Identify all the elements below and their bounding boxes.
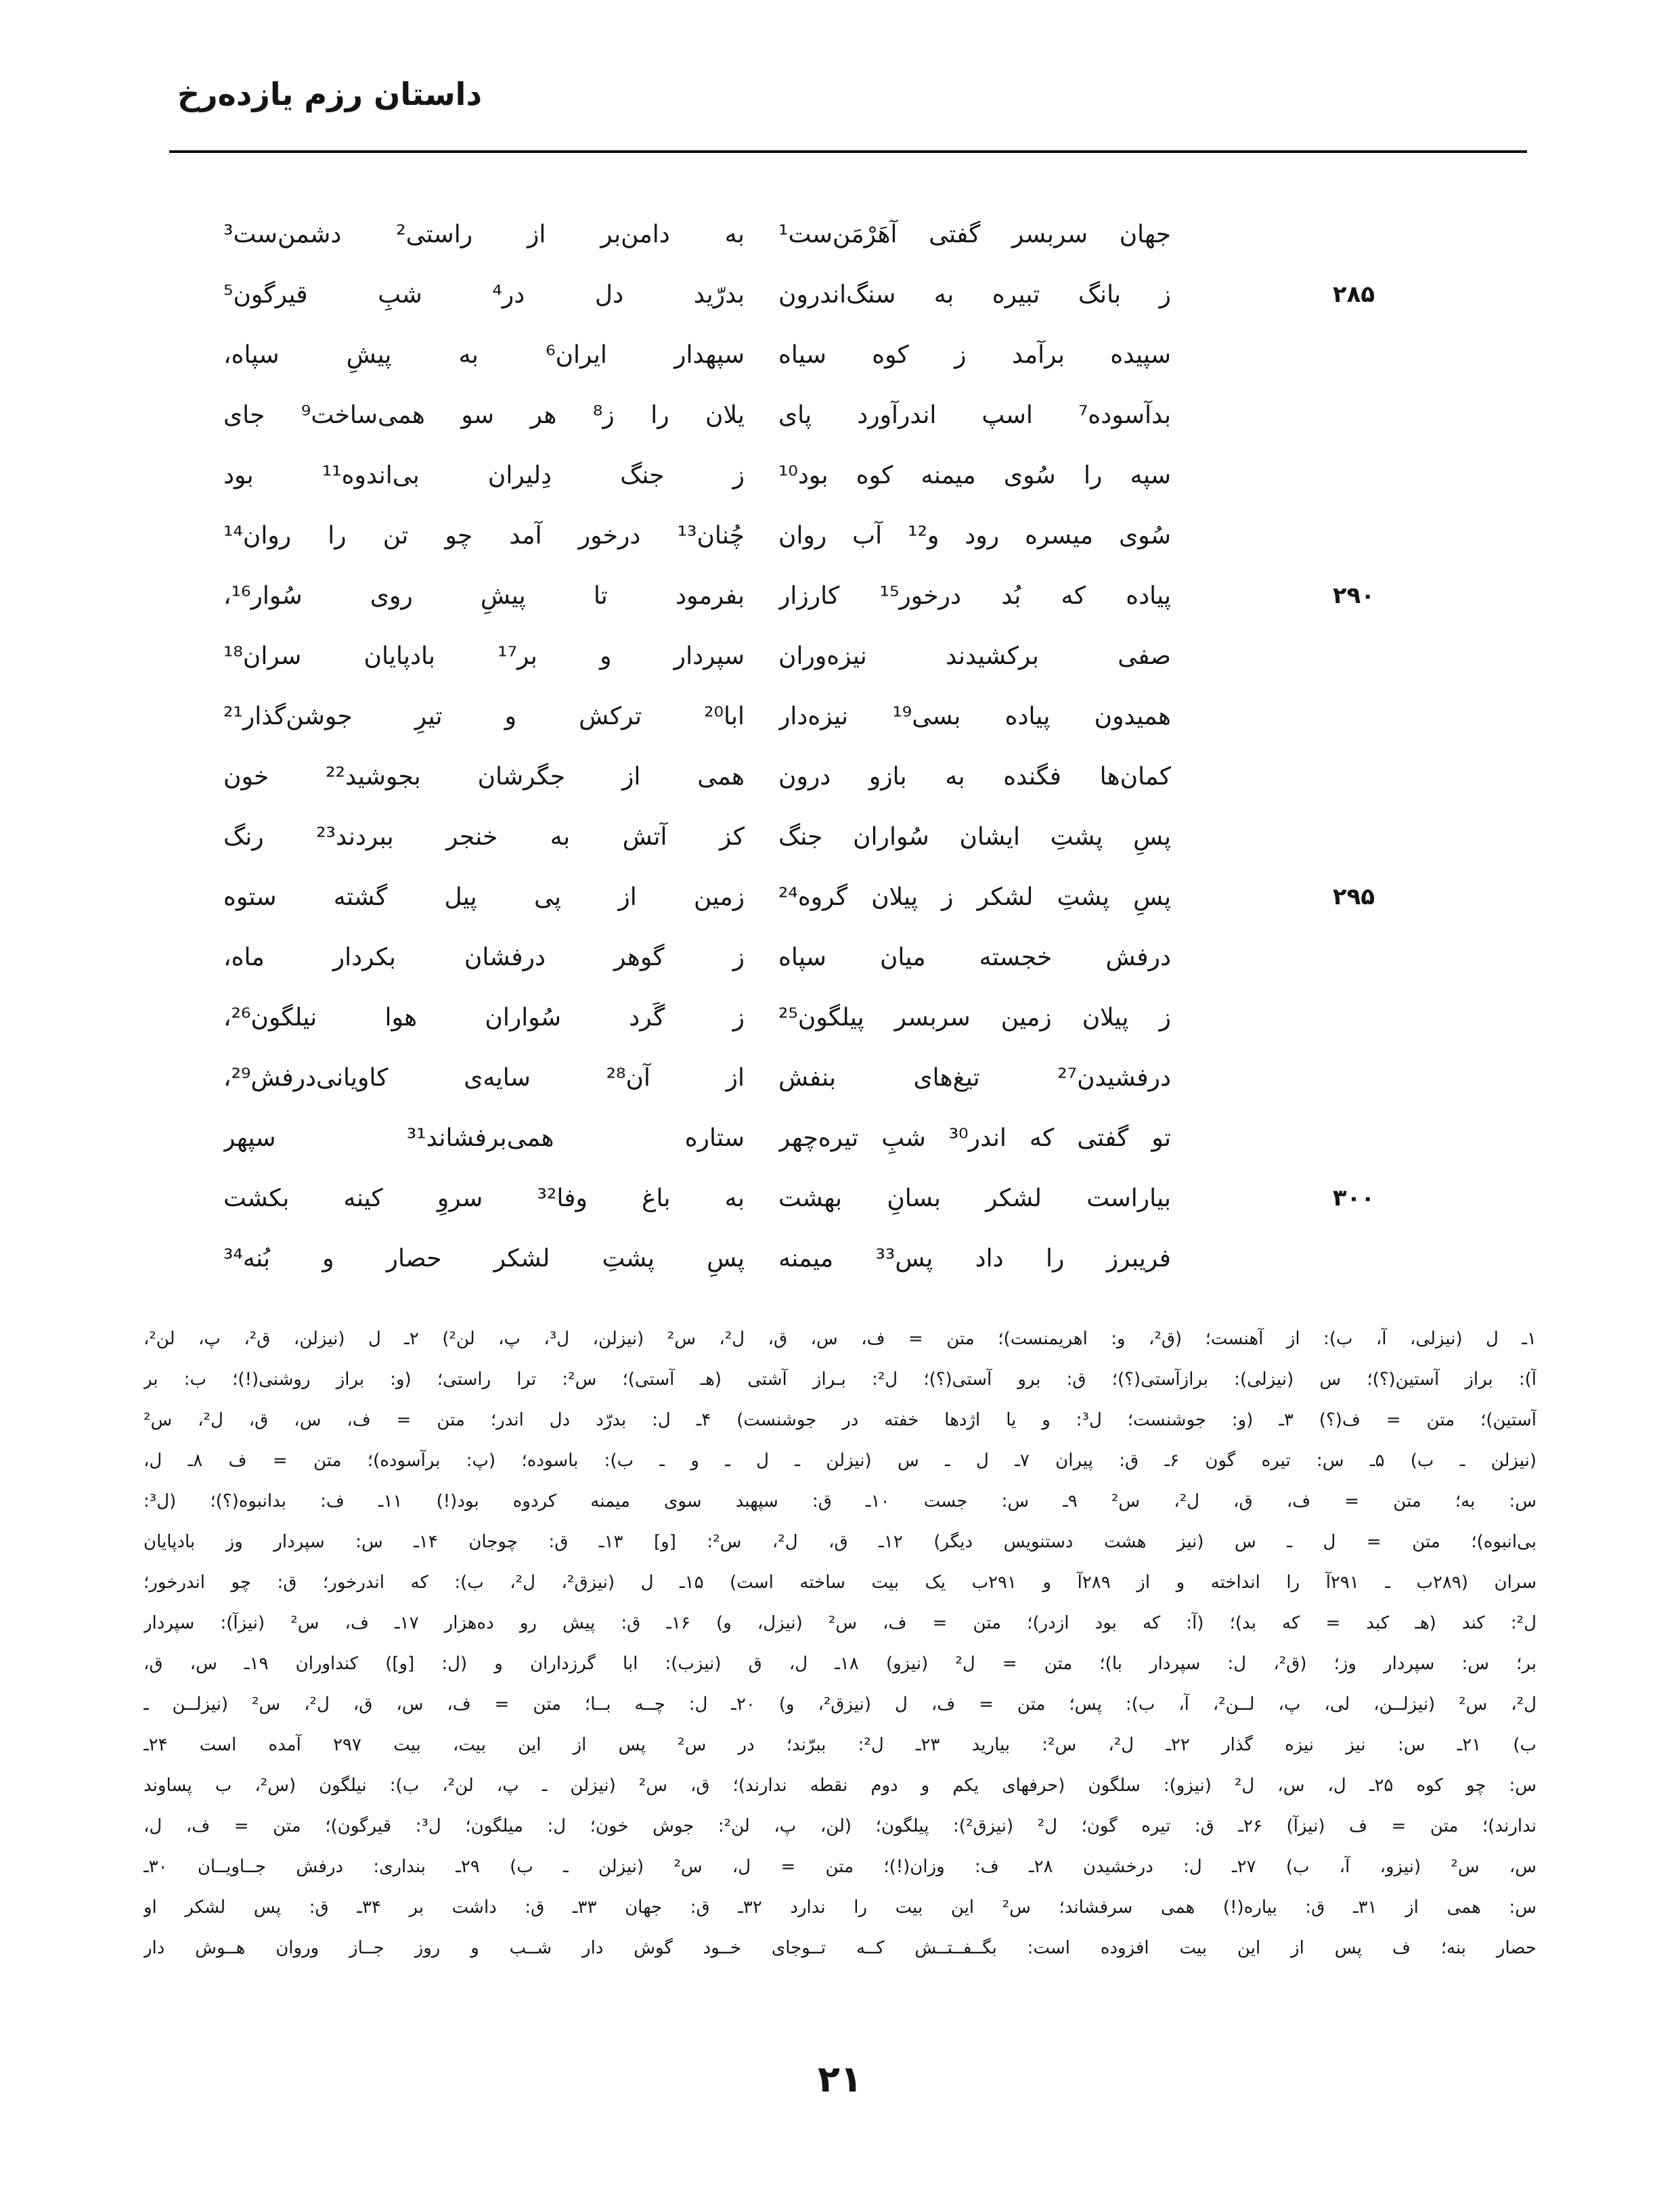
hemistich-right: سپه را سُوی میمنه کوه بود¹⁰ <box>778 462 1171 489</box>
hemistich-left: ز جنگ دِلیران بی‌اندوه¹¹ بود <box>223 462 745 489</box>
verse-row <box>223 686 1537 747</box>
page-number: ۲۱ <box>818 2058 862 2100</box>
hemistich-right: پسِ پشتِ ایشان سُواران جنگ <box>778 823 1171 851</box>
footnote-line: ل²، س² (نیزلــن، لی، پ، لــن²، آ، ب): پس؛ متن = ف، ل (نیزق²، و) ۲۰ـ ل: چــه بــا؛ متن = ف، س، ق، ل²، س² (نیزلــن ـ <box>143 1694 1537 1715</box>
verse-row <box>223 1168 1537 1229</box>
verse-row <box>223 445 1537 506</box>
footnote-line: ۱ـ ل (نیزلی، آ، ب): از آهنست؛ (ق²، و: اهریمنست)؛ متن = ف، س، ق، ل²، س² (نیزلن، ل³، پ، لن²) ۲ـ ل (نیزلن، ق²، پ، لن²، <box>143 1329 1537 1349</box>
header-divider <box>169 150 1527 153</box>
column-gap <box>745 867 778 927</box>
footnote-line: آ): براز آستین(؟)؛ س (نیزلی): برازآستی(؟)؛ ق: برو آستی(؟)؛ ل²: بـراز آشتی (هـ آستی)؛ س²: ترا راستی؛ (و: براز روشنی(!)؛ ب: بر <box>143 1369 1537 1390</box>
hemistich-right: ز پیلان زمین سربسر پیلگون²⁵ <box>778 1004 1171 1032</box>
hemistich-right: همیدون پیاده بسی¹⁹ نیزه‌دار <box>778 703 1171 730</box>
footnote-line: ل²: کند (هـ کبد = که بد)؛ (آ: که بود ازدر)؛ متن = ف، س² (نیزل، و) ۱۶ـ ق: پیش رو ده‌هزار ۱۷ـ ف، س² (نیزآ): سپردار <box>143 1613 1537 1633</box>
footnote-line: بر؛ س: سپردار وز؛ (ق²، ل: سپردار با)؛ متن = ل² (نیزو) ۱۸ـ ل، ق (نیزب): ابا گرزداران و (ل: [و]) کنداوران ۱۹ـ س، ق، <box>143 1654 1537 1674</box>
verse-row <box>223 265 1537 325</box>
footnote-line: س: به؛ متن = ف، ق، ل²، س² ۹ـ س: جست ۱۰ـ ق: سپهبد سوی میمنه کردوه بود(!) ۱۱ـ ف: بدانبوه(؟)؛ (ل³: <box>143 1491 1537 1511</box>
verse-row <box>223 1108 1537 1168</box>
hemistich-left: ز گوهر درفشان بکردار ماه، <box>223 944 745 971</box>
verse-row <box>223 867 1537 927</box>
column-gap <box>745 1229 778 1289</box>
hemistich-left: ستاره همی‌برفشاند³¹ سپهر <box>223 1124 745 1152</box>
footnote-line: س: همی از ۳۱ـ ق: بیاره(!) همی سرفشاند؛ س² این بیت را ندارد ۳۲ـ ق: جهان ۳۳ـ ق: داشت بر ۳۴ـ ق: پس لشکر او <box>143 1897 1537 1918</box>
footnote-line: بی‌انبوه)؛ متن = ل ـ س (نیز هشت دستنویس دیگر) ۱۲ـ ق، ل²، س²: [و] ۱۳ـ ق: چوجان ۱۴ـ س: سپردار وز بادپایان <box>143 1532 1537 1552</box>
hemistich-right: صفی برکشیدند نیزه‌وران <box>778 642 1171 670</box>
column-gap <box>745 385 778 445</box>
hemistich-left: بدرّید دل در⁴ شبِ قیرگون⁵ <box>223 281 745 309</box>
hemistich-right: درفش خجسته میان سپاه <box>778 944 1171 971</box>
verse-row <box>223 204 1537 265</box>
column-gap <box>745 686 778 747</box>
verse-row <box>223 506 1537 566</box>
footnote-line: ندارند)؛ متن = ف (نیزآ) ۲۶ـ ق: تیره گون؛ ل² (نیزق²): پیلگون؛ (لن، پ، لن²: جوش خون؛ ل: میلگون؛ ل³: قیرگون)؛ متن = ف، ل، <box>143 1816 1537 1836</box>
verse-row <box>223 1048 1537 1108</box>
verse-row <box>223 988 1537 1048</box>
verse-row <box>223 626 1537 686</box>
hemistich-right: بیاراست لشکر بسانِ بهشت <box>778 1185 1171 1212</box>
hemistich-left: بفرمود تا پیشِ روی سُوار¹⁶، <box>223 582 745 610</box>
hemistich-right: فریبرز را داد پس³³ میمنه <box>778 1245 1171 1273</box>
hemistich-left: پسِ پشتِ لشکر حصار و بُنه³⁴ <box>223 1245 745 1273</box>
column-gap <box>745 265 778 325</box>
hemistich-left: به دامن‌بر از راستی² دشمن‌ست³ <box>223 221 745 248</box>
hemistich-left: چُنان¹³ درخور آمد چو تن را روان¹⁴ <box>223 522 745 550</box>
column-gap <box>745 626 778 686</box>
column-gap <box>745 927 778 988</box>
verse-number: ۲۸۵ <box>1332 281 1375 308</box>
footnote-line: سران (۲۸۹ب ـ ۲۹۱آ را انداخته و از ۲۸۹آ و ۲۹۱ب یک بیت ساخته است) ۱۵ـ ل (نیزق²، ل²، ب): که اندرخور؛ ق: چو اندرخور؛ <box>143 1572 1537 1593</box>
column-gap <box>745 204 778 265</box>
verse-row <box>223 566 1537 626</box>
hemistich-left: زمین از پی پیل گشته ستوه <box>223 883 745 911</box>
column-gap <box>745 988 778 1048</box>
hemistich-right: بدآسوده⁷ اسپ اندرآورد پای <box>778 401 1171 429</box>
hemistich-right: پسِ پشتِ لشکر ز پیلان گروه²⁴ <box>778 883 1171 911</box>
verse-row <box>223 385 1537 445</box>
hemistich-left: یلان را ز⁸ هر سو همی‌ساخت⁹ جای <box>223 401 745 429</box>
footnotes-section <box>143 1319 1537 1968</box>
column-gap <box>745 506 778 566</box>
column-gap <box>745 807 778 867</box>
hemistich-right: ز بانگ تبیره به سنگ‌اندرون <box>778 281 1171 309</box>
column-gap <box>745 1048 778 1108</box>
poem-section <box>223 204 1537 1289</box>
verse-row <box>223 325 1537 385</box>
column-gap <box>745 445 778 506</box>
column-gap <box>745 1108 778 1168</box>
hemistich-right: پیاده که بُد درخور¹⁵ کارزار <box>778 582 1171 610</box>
hemistich-left: سپردار و بر¹⁷ بادپایان سران¹⁸ <box>223 642 745 670</box>
hemistich-left: سپهدار ایران⁶ به پیشِ سپاه، <box>223 341 745 369</box>
hemistich-right: کمان‌ها فگنده به بازو درون <box>778 763 1171 791</box>
hemistich-right: درفشیدن²⁷ تیغ‌های بنفش <box>778 1064 1171 1092</box>
hemistich-left: کز آتش به خنجر ببردند²³ رنگ <box>223 823 745 851</box>
verse-row <box>223 927 1537 988</box>
footnote-line: س: چو کوه ۲۵ـ ل، س، ل² (نیزو): سلگون (حرفهای یکم و دوم نقطه ندارند)؛ ق، س² (نیزلن ـ پ، لن²، ب): نیلگون (س²، ب پساوند <box>143 1775 1537 1796</box>
hemistich-left: ز گَرد سُواران هوا نیلگون²⁶، <box>223 1004 745 1032</box>
hemistich-right: تو گفتی که اندر³⁰ شبِ تیره‌چهر <box>778 1124 1171 1152</box>
hemistich-right: سپیده برآمد ز کوه سیاه <box>778 341 1171 369</box>
column-gap <box>745 1168 778 1229</box>
footnote-line: (نیزلن ـ ب) ۵ـ س: تیره گون ۶ـ ق: پیران ۷ـ ل ـ س (نیزلن ـ ل ـ و ـ ب): باسوده؛ (پ: برآسوده)؛ متن = ف ۸ـ ل، <box>143 1451 1537 1471</box>
hemistich-left: ابا²⁰ ترکش و تیرِ جوشن‌گذار²¹ <box>223 703 745 730</box>
footnote-line: ب) ۲۱ـ س: نیز نیزه گذار ۲۲ـ ل²، س²: بیارید ۲۳ـ ل²: ببرّند؛ در س² پس از این بیت، بیت ۲۹۷ آمده است ۲۴ـ <box>143 1735 1537 1755</box>
footnote-line: س، س² (نیزو، آ، ب) ۲۷ـ ل: درخشیدن ۲۸ـ ف: وزان(!)؛ متن = ل، س² (نیزلن ـ ب) ۲۹ـ بنداری: درفش جــاویــان ۳۰ـ <box>143 1857 1537 1877</box>
verse-number: ۲۹۵ <box>1332 883 1375 910</box>
hemistich-left: از آن²⁸ سایه‌ی کاویانی‌درفش²⁹، <box>223 1064 745 1092</box>
running-title: داستان رزم یازده‌رخ <box>177 76 483 112</box>
verse-row <box>223 747 1537 807</box>
verse-number: ۳۰۰ <box>1332 1185 1375 1212</box>
footnote-line: آستین)؛ متن = ف(؟) ۳ـ (و: جوشنست؛ ل³: و یا اژدها خفته در جوشنست) ۴ـ ل: بدرّد دل اندر؛ متن = ف، س، ق، ل²، س² <box>143 1410 1537 1430</box>
hemistich-left: به باغ وفا³² سروِ کینه بکشت <box>223 1185 745 1212</box>
column-gap <box>745 325 778 385</box>
column-gap <box>745 747 778 807</box>
verse-row <box>223 807 1537 867</box>
verse-number: ۲۹۰ <box>1332 582 1375 609</box>
hemistich-left: همی از جگرشان بجوشید²² خون <box>223 763 745 791</box>
hemistich-right: سُوی میسره رود و¹² آب روان <box>778 522 1171 550</box>
footnote-line: حصار بنه؛ ف پس از این بیت افزوده است: بگــفــتــش کــه تــوجای خــود گوش دار شــب و روز جــاز وروان هــوش دار <box>143 1938 1537 1958</box>
hemistich-right: جهان سربسر گفتی آهَرْمَن‌ست¹ <box>778 221 1171 248</box>
column-gap <box>745 566 778 626</box>
verse-row <box>223 1229 1537 1289</box>
